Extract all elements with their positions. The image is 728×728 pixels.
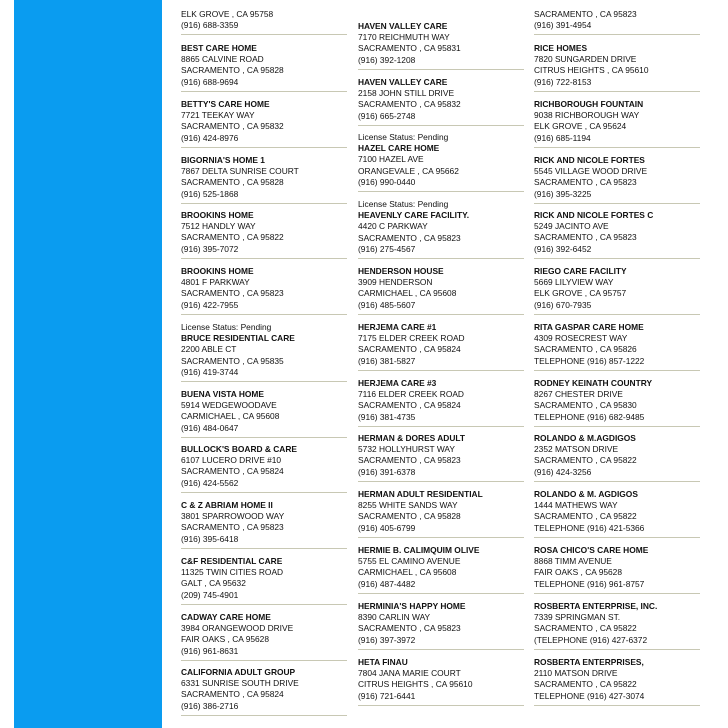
facility-entry bbox=[181, 612, 349, 661]
facility-address-line: 8865 CALVINE ROAD bbox=[181, 54, 264, 65]
facility-name: C & Z ABRIAM HOME II bbox=[181, 500, 273, 510]
facility-name: CADWAY CARE HOME bbox=[181, 612, 271, 622]
entry-separator bbox=[181, 660, 347, 661]
facility-name: HERJEMA CARE #1 bbox=[358, 322, 437, 332]
facility-address-line: ELK GROVE , CA 95624 bbox=[534, 121, 627, 132]
entry-separator bbox=[534, 203, 700, 204]
facility-name: HAVEN VALLEY CARE bbox=[358, 77, 448, 87]
facility-address-line: ORANGEVALE , CA 95662 bbox=[358, 165, 459, 176]
facility-address-line: (916) 424-8976 bbox=[181, 132, 239, 143]
facility-entry bbox=[358, 657, 526, 706]
facility-address-line: 5669 LILYVIEW WAY bbox=[534, 277, 614, 288]
entry-separator bbox=[358, 426, 524, 427]
entry-separator bbox=[358, 69, 524, 70]
facility-entry bbox=[534, 545, 702, 594]
facility-address-line: (916) 392-6452 bbox=[534, 243, 592, 254]
facility-address-line: 4420 C PARKWAY bbox=[358, 221, 428, 232]
facility-entry bbox=[181, 667, 349, 716]
facility-address-line: 2158 JOHN STILL DRIVE bbox=[358, 88, 455, 99]
facility-address-line: SACRAMENTO , CA 95823 bbox=[534, 177, 637, 188]
facility-address-line: SACRAMENTO , CA 95826 bbox=[534, 344, 637, 355]
facility-entry bbox=[358, 489, 526, 538]
facility-entry bbox=[534, 378, 702, 427]
facility-address-line: SACRAMENTO , CA 95830 bbox=[534, 400, 637, 411]
facility-name: RICHBOROUGH FOUNTAIN bbox=[534, 99, 644, 109]
facility-name: RODNEY KEINATH COUNTRY bbox=[534, 378, 653, 388]
facility-address-line: (916) 392-1208 bbox=[358, 54, 416, 65]
entry-separator bbox=[181, 91, 347, 92]
license-status: License Status: Pending bbox=[358, 199, 449, 209]
facility-address-line: ELK GROVE , CA 95757 bbox=[534, 288, 627, 299]
facility-address-line: SACRAMENTO , CA 95824 bbox=[358, 344, 461, 355]
facility-address-line: 7804 JANA MARIE COURT bbox=[358, 668, 461, 679]
facility-name: HEAVENLY CARE FACILITY. bbox=[358, 210, 470, 221]
facility-entry bbox=[534, 657, 702, 706]
entry-separator bbox=[181, 492, 347, 493]
facility-address-line: CARMICHAEL , CA 95608 bbox=[181, 411, 280, 422]
facility-address-line: 8390 CARLIN WAY bbox=[358, 612, 431, 623]
facility-address-line: 7116 ELDER CREEK ROAD bbox=[358, 389, 464, 400]
facility-name: HERMAN ADULT RESIDENTIAL bbox=[358, 489, 483, 499]
entry-separator bbox=[534, 537, 700, 538]
facility-address-line: SACRAMENTO , CA 95822 bbox=[534, 679, 637, 690]
entry-separator bbox=[534, 481, 700, 482]
entry-separator bbox=[358, 191, 524, 192]
facility-name: ROLANDO & M. AGDIGOS bbox=[534, 489, 638, 499]
facility-name: ROSA CHICO'S CARE HOME bbox=[534, 545, 649, 555]
facility-address-line: CARMICHAEL , CA 95608 bbox=[358, 567, 457, 578]
blue-side-bar bbox=[14, 0, 162, 728]
facility-address-line: SACRAMENTO , CA 95824 bbox=[181, 466, 284, 477]
facility-address-line: CARMICHAEL , CA 95608 bbox=[358, 288, 457, 299]
facility-address-line: 8255 WHITE SANDS WAY bbox=[358, 500, 458, 511]
facility-address-line: SACRAMENTO , CA 95823 bbox=[358, 623, 461, 634]
facility-entry bbox=[181, 266, 349, 315]
facility-entry bbox=[181, 322, 349, 382]
facility-address-line: SACRAMENTO , CA 95824 bbox=[358, 400, 461, 411]
entry-separator bbox=[181, 381, 347, 382]
facility-address-line: 5914 WEDGEWOODAVE bbox=[181, 400, 277, 411]
facility-entry bbox=[534, 489, 702, 538]
facility-address-line: 5249 JACINTO AVE bbox=[534, 221, 609, 232]
entry-separator bbox=[534, 91, 700, 92]
facility-address-line: 8868 TIMM AVENUE bbox=[534, 556, 612, 567]
facility-address-line: 6107 LUCERO DRIVE #10 bbox=[181, 455, 282, 466]
facility-entry bbox=[534, 433, 702, 482]
facility-address-line: TELEPHONE (916) 961-8757 bbox=[534, 578, 645, 589]
facility-address-line: 7867 DELTA SUNRISE COURT bbox=[181, 166, 299, 177]
facility-address-line: (916) 419-3744 bbox=[181, 366, 239, 377]
facility-address-line: TELEPHONE (916) 682-9485 bbox=[534, 411, 645, 422]
facility-name: CALIFORNIA ADULT GROUP bbox=[181, 667, 296, 677]
entry-separator bbox=[181, 258, 347, 259]
facility-name: BETTY'S CARE HOME bbox=[181, 99, 270, 109]
facility-address-line: SACRAMENTO , CA 95832 bbox=[181, 121, 284, 132]
facility-address-line: (916) 525-1868 bbox=[181, 188, 239, 199]
entry-separator bbox=[358, 258, 524, 259]
facility-name: BROOKINS HOME bbox=[181, 210, 254, 220]
facility-address-line: 4801 F PARKWAY bbox=[181, 277, 250, 288]
facility-address-line: (916) 484-0647 bbox=[181, 422, 239, 433]
facility-entry bbox=[358, 545, 526, 594]
facility-name: HERJEMA CARE #3 bbox=[358, 378, 437, 388]
facility-address-line: 4309 ROSECREST WAY bbox=[534, 333, 628, 344]
facility-entry bbox=[534, 155, 702, 204]
facility-name: C&F RESIDENTIAL CARE bbox=[181, 556, 283, 566]
facility-address-line: (916) 721-6441 bbox=[358, 690, 416, 701]
facility-entry bbox=[534, 99, 702, 148]
entry-separator bbox=[534, 34, 700, 35]
facility-address-line: SACRAMENTO , CA 95823 bbox=[181, 288, 284, 299]
facility-name: HENDERSON HOUSE bbox=[358, 266, 444, 276]
entry-separator bbox=[358, 537, 524, 538]
entry-separator bbox=[358, 481, 524, 482]
facility-name: BROOKINS HOME bbox=[181, 266, 254, 276]
license-status: License Status: Pending bbox=[358, 132, 449, 142]
facility-entry bbox=[358, 199, 526, 259]
facility-entry bbox=[358, 433, 526, 482]
facility-address-line: (916) 395-6418 bbox=[181, 533, 239, 544]
entry-separator bbox=[181, 203, 347, 204]
facility-entry bbox=[534, 322, 702, 371]
facility-address-line: FAIR OAKS , CA 95628 bbox=[181, 634, 269, 645]
facility-address-line: (916) 405-6799 bbox=[358, 522, 416, 533]
entry-separator bbox=[358, 705, 524, 706]
facility-address-line: (916) 391-4954 bbox=[534, 20, 592, 31]
entry-separator bbox=[534, 370, 700, 371]
entry-separator bbox=[534, 649, 700, 650]
facility-address-line: 7512 HANDLY WAY bbox=[181, 221, 256, 232]
entry-separator bbox=[358, 649, 524, 650]
facility-entry bbox=[181, 389, 349, 438]
facility-address-line: CITRUS HEIGHTS , CA 95610 bbox=[358, 679, 473, 690]
facility-name: HAVEN VALLEY CARE bbox=[358, 21, 448, 31]
facility-entry bbox=[534, 9, 702, 35]
facility-name: BRUCE RESIDENTIAL CARE bbox=[181, 333, 295, 344]
facility-address-line: 2200 ABLE CT bbox=[181, 344, 237, 355]
facility-address-line: (916) 961-8631 bbox=[181, 645, 239, 656]
facility-address-line: SACRAMENTO , CA 95832 bbox=[358, 99, 461, 110]
facility-entry bbox=[358, 132, 526, 192]
facility-name: HERMIE B. CALIMQUIM OLIVE bbox=[358, 545, 480, 555]
facility-address-line: (916) 424-5562 bbox=[181, 477, 239, 488]
facility-address-line: (209) 745-4901 bbox=[181, 589, 239, 600]
facility-address-line: (916) 381-4735 bbox=[358, 411, 416, 422]
entry-separator bbox=[534, 147, 700, 148]
entry-separator bbox=[534, 593, 700, 594]
facility-address-line: SACRAMENTO , CA 95835 bbox=[181, 355, 284, 366]
entry-separator bbox=[181, 715, 347, 716]
facility-address-line: TELEPHONE (916) 427-3074 bbox=[534, 690, 645, 701]
facility-address-line: SACRAMENTO , CA 95828 bbox=[358, 511, 461, 522]
facility-address-line: 2110 MATSON DRIVE bbox=[534, 668, 618, 679]
facility-entry bbox=[181, 210, 349, 259]
entry-separator bbox=[534, 314, 700, 315]
facility-address-line: 3984 ORANGEWOOD DRIVE bbox=[181, 623, 294, 634]
facility-address-line: 6331 SUNRISE SOUTH DRIVE bbox=[181, 678, 299, 689]
facility-address-line: SACRAMENTO , CA 95822 bbox=[181, 232, 284, 243]
facility-address-line: 7100 HAZEL AVE bbox=[358, 154, 424, 165]
entry-separator bbox=[181, 604, 347, 605]
facility-address-line: 5545 VILLAGE WOOD DRIVE bbox=[534, 166, 648, 177]
facility-address-line: (916) 685-1194 bbox=[534, 132, 591, 143]
facility-address-line: SACRAMENTO , CA 95831 bbox=[358, 43, 461, 54]
facility-address-line: (TELEPHONE (916) 427-6372 bbox=[534, 634, 648, 645]
entry-separator bbox=[534, 426, 700, 427]
facility-address-line: 3801 SPARROWOOD WAY bbox=[181, 511, 285, 522]
facility-name: BIGORNIA'S HOME 1 bbox=[181, 155, 265, 165]
facility-address-line: (916) 381-5827 bbox=[358, 355, 416, 366]
facility-name: ROSBERTA ENTERPRISE, INC. bbox=[534, 601, 658, 611]
facility-entry bbox=[181, 500, 349, 549]
facility-entry bbox=[181, 9, 349, 35]
facility-address-line: 11325 TWIN CITIES ROAD bbox=[181, 567, 284, 578]
facility-entry bbox=[534, 601, 702, 650]
facility-address-line: 7175 ELDER CREEK ROAD bbox=[358, 333, 465, 344]
facility-address-line: FAIR OAKS , CA 95628 bbox=[534, 567, 622, 578]
facility-entry bbox=[358, 378, 526, 427]
facility-name: ROLANDO & M.AGDIGOS bbox=[534, 433, 636, 443]
facility-address-line: SACRAMENTO , CA 95822 bbox=[534, 455, 637, 466]
facility-address-line: (916) 395-7072 bbox=[181, 243, 239, 254]
facility-address-line: (916) 990-0440 bbox=[358, 176, 416, 187]
facility-address-line: 5755 EL CAMINO AVENUE bbox=[358, 556, 461, 567]
facility-entry bbox=[534, 266, 702, 315]
facility-entry bbox=[358, 77, 526, 126]
facility-address-line: (916) 386-2716 bbox=[181, 700, 239, 711]
facility-entry bbox=[358, 266, 526, 315]
entry-separator bbox=[181, 548, 347, 549]
facility-address-line: SACRAMENTO , CA 95824 bbox=[181, 689, 284, 700]
facility-name: HERMINIA'S HAPPY HOME bbox=[358, 601, 466, 611]
entry-separator bbox=[181, 314, 347, 315]
entry-separator bbox=[534, 705, 700, 706]
facility-address-line: 5732 HOLLYHURST WAY bbox=[358, 444, 455, 455]
facility-entry bbox=[181, 43, 349, 92]
facility-entry bbox=[181, 556, 349, 605]
facility-name: RITA GASPAR CARE HOME bbox=[534, 322, 644, 332]
facility-address-line: ELK GROVE , CA 95758 bbox=[181, 9, 274, 19]
facility-address-line: (916) 391-6378 bbox=[358, 466, 416, 477]
facility-address-line: SACRAMENTO , CA 95823 bbox=[181, 522, 284, 533]
facility-address-line: (916) 485-5607 bbox=[358, 299, 416, 310]
facility-address-line: 7721 TEEKAY WAY bbox=[181, 110, 255, 121]
facility-address-line: CITRUS HEIGHTS , CA 95610 bbox=[534, 65, 649, 76]
facility-address-line: (916) 722-8153 bbox=[534, 76, 592, 87]
facility-address-line: SACRAMENTO , CA 95828 bbox=[181, 177, 284, 188]
facility-name: RICE HOMES bbox=[534, 43, 588, 53]
facility-address-line: (916) 688-3359 bbox=[181, 20, 239, 31]
facility-address-line: (916) 487-4482 bbox=[358, 578, 416, 589]
facility-name: HERMAN & DORES ADULT bbox=[358, 433, 466, 443]
facility-address-line: 7339 SPRINGMAN ST. bbox=[534, 612, 621, 623]
facility-address-line: SACRAMENTO , CA 95822 bbox=[534, 623, 637, 634]
entry-separator bbox=[358, 593, 524, 594]
entry-separator bbox=[181, 437, 347, 438]
facility-address-line: (916) 665-2748 bbox=[358, 110, 416, 121]
facility-address-line: (916) 688-9694 bbox=[181, 76, 239, 87]
facility-address-line: GALT , CA 95632 bbox=[181, 578, 246, 589]
entry-separator bbox=[534, 258, 700, 259]
facility-name: HAZEL CARE HOME bbox=[358, 143, 440, 154]
facility-address-line: 8267 CHESTER DRIVE bbox=[534, 389, 623, 400]
facility-entry bbox=[534, 210, 702, 259]
facility-address-line: 7170 REICHMUTH WAY bbox=[358, 32, 450, 43]
facility-entry bbox=[534, 43, 702, 92]
entry-separator bbox=[181, 34, 347, 35]
facility-entry bbox=[181, 99, 349, 148]
facility-entry bbox=[181, 155, 349, 204]
facility-name: BULLOCK'S BOARD & CARE bbox=[181, 444, 297, 454]
facility-name: HETA FINAU bbox=[358, 657, 408, 667]
facility-address-line: SACRAMENTO , CA 95823 bbox=[534, 232, 637, 243]
facility-name: ROSBERTA ENTERPRISES, bbox=[534, 657, 644, 667]
facility-address-line: SACRAMENTO , CA 95823 bbox=[534, 9, 637, 19]
facility-entry bbox=[358, 322, 526, 371]
facility-address-line: SACRAMENTO , CA 95822 bbox=[534, 511, 637, 522]
entry-separator bbox=[181, 147, 347, 148]
facility-name: RICK AND NICOLE FORTES bbox=[534, 155, 645, 165]
facility-name: BUENA VISTA HOME bbox=[181, 389, 264, 399]
facility-entry bbox=[358, 21, 526, 70]
facility-address-line: 2352 MATSON DRIVE bbox=[534, 444, 619, 455]
facility-name: RICK AND NICOLE FORTES C bbox=[534, 210, 654, 220]
facility-address-line: (916) 670-7935 bbox=[534, 299, 592, 310]
facility-entry bbox=[358, 601, 526, 650]
facility-address-line: 1444 MATHEWS WAY bbox=[534, 500, 618, 511]
facility-address-line: 9038 RICHBOROUGH WAY bbox=[534, 110, 640, 121]
facility-address-line: SACRAMENTO , CA 95823 bbox=[358, 455, 461, 466]
facility-address-line: (916) 397-3972 bbox=[358, 634, 416, 645]
facility-address-line: SACRAMENTO , CA 95823 bbox=[358, 232, 461, 243]
facility-address-line: SACRAMENTO , CA 95828 bbox=[181, 65, 284, 76]
facility-address-line: TELEPHONE (916) 421-5366 bbox=[534, 522, 645, 533]
facility-address-line: (916) 422-7955 bbox=[181, 299, 239, 310]
facility-name: RIEGO CARE FACILITY bbox=[534, 266, 627, 276]
license-status: License Status: Pending bbox=[181, 322, 272, 332]
entry-separator bbox=[358, 370, 524, 371]
facility-address-line: 3909 HENDERSON bbox=[358, 277, 433, 288]
entry-separator bbox=[358, 125, 524, 126]
facility-address-line: TELEPHONE (916) 857-1222 bbox=[534, 355, 645, 366]
facility-address-line: (916) 395-3225 bbox=[534, 188, 592, 199]
entry-separator bbox=[358, 314, 524, 315]
facility-address-line: (916) 275-4567 bbox=[358, 243, 416, 254]
facility-address-line: 7820 SUNGARDEN DRIVE bbox=[534, 54, 637, 65]
facility-name: BEST CARE HOME bbox=[181, 43, 257, 53]
facility-address-line: (916) 424-3256 bbox=[534, 466, 592, 477]
facility-entry bbox=[181, 444, 349, 493]
